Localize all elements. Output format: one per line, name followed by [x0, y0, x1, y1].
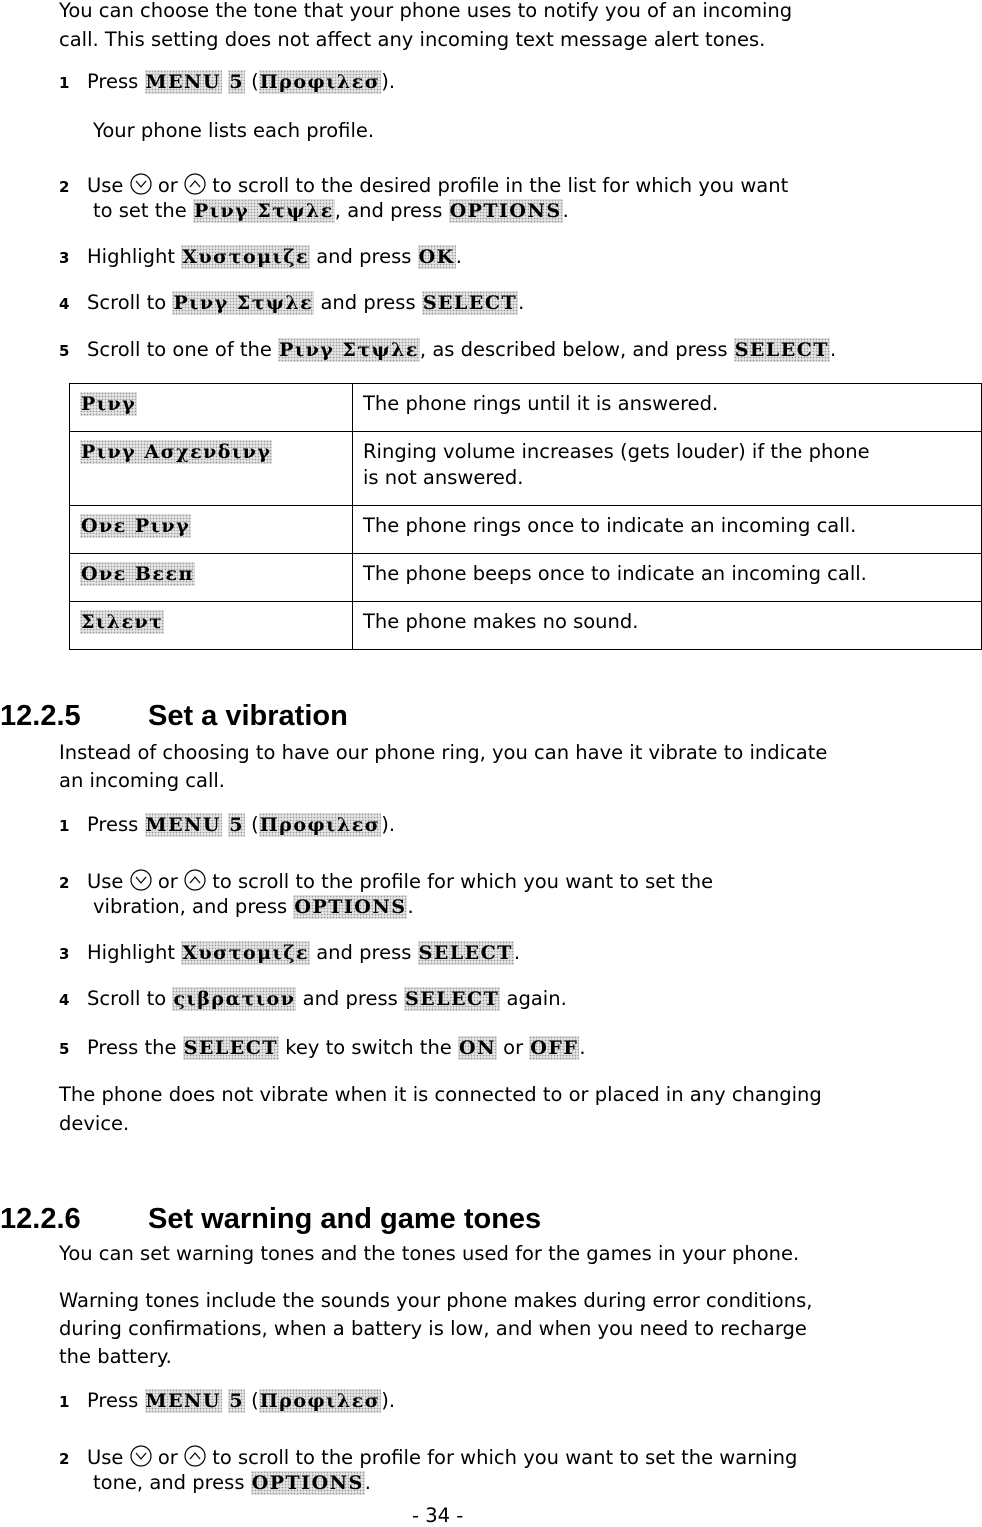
select-key: SELECT	[734, 339, 830, 361]
vibration-intro-line-1: Instead of choosing to have our phone ring, you can have it vibrate to indicate	[59, 741, 828, 764]
section-title: Set a vibration	[148, 700, 348, 732]
text: .	[407, 895, 414, 918]
text: .	[562, 199, 569, 222]
ring-step-3	[59, 243, 462, 272]
ring-style-table	[69, 383, 982, 650]
text: Scroll to	[87, 987, 173, 1010]
options-key: OPTIONS	[294, 896, 407, 918]
section-heading-vibration	[0, 700, 348, 733]
step-number: 4	[59, 295, 70, 313]
step-number: 5	[59, 1040, 70, 1058]
text: to scroll to the desired profile in the list for which you want	[206, 174, 789, 197]
text: to scroll to the profile for which you want to set the warning	[206, 1446, 798, 1469]
warning-intro: You can set warning tones and the tones used for the games in your phone.	[59, 1242, 800, 1265]
ring-style-label: Ρινγ Στψλε	[279, 339, 419, 361]
ring-style-name: Ρινγ Ασχενδινγ	[81, 441, 272, 463]
section-number: 12.2.6	[0, 1203, 81, 1235]
text: and press	[296, 987, 404, 1010]
ring-style-label: Ρινγ Στψλε	[173, 292, 314, 314]
table-cell-desc	[353, 432, 982, 506]
text: tone, and press	[93, 1471, 251, 1494]
vibration-step-3	[59, 939, 520, 968]
options-key: OPTIONS	[251, 1472, 364, 1494]
table-cell-desc: The phone rings until it is answered.	[353, 384, 982, 432]
select-key: SELECT	[422, 292, 518, 314]
profiles-menu-label: Προφιλεσ	[259, 71, 381, 93]
select-key: SELECT	[418, 942, 513, 964]
ring-step-4	[59, 289, 524, 318]
select-key: SELECT	[183, 1037, 279, 1059]
vibration-step-5	[59, 1034, 586, 1063]
off-option: OFF	[530, 1037, 579, 1059]
vibration-step-4	[59, 985, 567, 1014]
text: or	[151, 1446, 184, 1469]
text: Press	[87, 813, 145, 836]
scroll-down-key-icon	[130, 173, 152, 195]
ring-step-5	[59, 336, 836, 365]
table-cell-desc: The phone beeps once to indicate an incoming call.	[353, 554, 982, 602]
warning-step-2-line-2	[93, 1469, 371, 1497]
table-row	[70, 554, 982, 602]
vibration-intro-line-2: an incoming call.	[59, 769, 225, 792]
page-number: - 34 -	[412, 1504, 464, 1527]
step-number: 2	[59, 1450, 70, 1468]
intro-line-2: call. This setting does not affect any incoming text message alert tones.	[59, 28, 766, 51]
text: Press	[87, 70, 145, 93]
text: Use	[87, 870, 130, 893]
text: ).	[381, 1389, 396, 1412]
key-5: 5	[229, 814, 244, 836]
key-5: 5	[229, 71, 244, 93]
warning-para-line-3: the battery.	[59, 1345, 172, 1368]
menu-key: MENU	[145, 1390, 221, 1412]
on-option: ON	[459, 1037, 496, 1059]
text: , as described below, and press	[419, 338, 734, 361]
key-5: 5	[229, 1390, 244, 1412]
text: .	[518, 291, 525, 314]
text: and press	[310, 941, 418, 964]
table-row	[70, 432, 982, 506]
text: or	[151, 174, 184, 197]
step-number: 2	[59, 874, 70, 892]
scroll-down-key-icon	[130, 869, 152, 891]
profiles-menu-label: Προφιλεσ	[259, 814, 381, 836]
vibration-note-line-1: The phone does not vibrate when it is connected to or placed in any changing	[59, 1083, 822, 1106]
vibration-note-line-2: device.	[59, 1112, 130, 1135]
table-cell-name	[70, 602, 353, 650]
profiles-menu-label: Προφιλεσ	[259, 1390, 381, 1412]
scroll-up-key-icon	[184, 869, 206, 891]
vibration-step-2-line-2	[93, 893, 414, 921]
table-cell-name	[70, 506, 353, 554]
ring-style-name: Ονε Βεεπ	[81, 563, 194, 585]
text: vibration, and press	[93, 895, 294, 918]
text: key to switch the	[279, 1036, 459, 1059]
scroll-up-key-icon	[184, 173, 206, 195]
warning-para-line-2: during confirmations, when a battery is low, and when you need to recharge	[59, 1317, 807, 1340]
text: Use	[87, 1446, 130, 1469]
text: to set the	[93, 199, 193, 222]
text: .	[455, 245, 462, 268]
section-number: 12.2.5	[0, 700, 81, 732]
text: Highlight	[87, 941, 182, 964]
menu-key: MENU	[145, 814, 221, 836]
text: Scroll to	[87, 291, 173, 314]
step-number: 3	[59, 945, 70, 963]
step-number: 5	[59, 342, 70, 360]
section-title: Set warning and game tones	[148, 1203, 542, 1235]
table-row	[70, 384, 982, 432]
text: and press	[314, 291, 422, 314]
text: Highlight	[87, 245, 182, 268]
scroll-up-key-icon	[184, 1445, 206, 1467]
scroll-down-key-icon	[130, 1445, 152, 1467]
text: (	[244, 813, 259, 836]
step-number: 3	[59, 249, 70, 267]
select-key: SELECT	[405, 988, 500, 1010]
warning-step-1	[59, 1387, 395, 1416]
text: or	[496, 1036, 530, 1059]
menu-key: MENU	[145, 71, 221, 93]
options-key: OPTIONS	[449, 200, 562, 222]
text: again.	[500, 987, 567, 1010]
text: and press	[310, 245, 418, 268]
step-number: 1	[59, 74, 70, 92]
text: ).	[381, 70, 396, 93]
text: .	[513, 941, 521, 964]
customize-label: Χυστομιζε	[182, 942, 310, 964]
text: ).	[381, 813, 396, 836]
table-row	[70, 506, 982, 554]
step-number: 1	[59, 817, 70, 835]
ring-style-name: Ρινγ	[81, 393, 137, 415]
text: .	[364, 1471, 371, 1494]
text: (	[244, 70, 259, 93]
text: Ringing volume increases (gets louder) if the phone	[363, 440, 870, 463]
customize-label: Χυστομιζε	[182, 246, 310, 268]
step-number: 2	[59, 178, 70, 196]
table-cell-desc: The phone rings once to indicate an incoming call.	[353, 506, 982, 554]
intro-line-1: You can choose the tone that your phone uses to notify you of an incoming	[59, 0, 793, 22]
warning-para-line-1: Warning tones include the sounds your phone makes during error conditions,	[59, 1289, 813, 1312]
text: Use	[87, 174, 130, 197]
text: is not answered.	[363, 466, 524, 489]
ring-step-2-line-2	[93, 197, 569, 225]
ok-key: OK	[418, 246, 455, 268]
text: Scroll to one of the	[87, 338, 279, 361]
table-cell-name	[70, 554, 353, 602]
table-cell-name	[70, 432, 353, 506]
text: Press	[87, 1389, 145, 1412]
text: to scroll to the profile for which you want to set the	[206, 870, 714, 893]
text: (	[244, 1389, 259, 1412]
ring-style-label: Ρινγ Στψλε	[193, 200, 334, 222]
ring-style-name: Σιλεντ	[81, 611, 164, 633]
step-number: 4	[59, 991, 70, 1009]
text: , and press	[334, 199, 449, 222]
vibration-step-1	[59, 811, 395, 840]
ring-step-1-sub: Your phone lists each profile.	[93, 119, 375, 142]
text: Press the	[87, 1036, 183, 1059]
step-number: 1	[59, 1393, 70, 1411]
table-cell-name	[70, 384, 353, 432]
table-row	[70, 602, 982, 650]
text: .	[579, 1036, 586, 1059]
vibration-label: ςιβρατιον	[173, 988, 296, 1010]
ring-style-name: Ονε Ρινγ	[81, 515, 191, 537]
text: or	[151, 870, 184, 893]
ring-step-1	[59, 68, 395, 97]
text: .	[830, 338, 837, 361]
table-cell-desc: The phone makes no sound.	[353, 602, 982, 650]
section-heading-warning-tones	[0, 1203, 541, 1236]
